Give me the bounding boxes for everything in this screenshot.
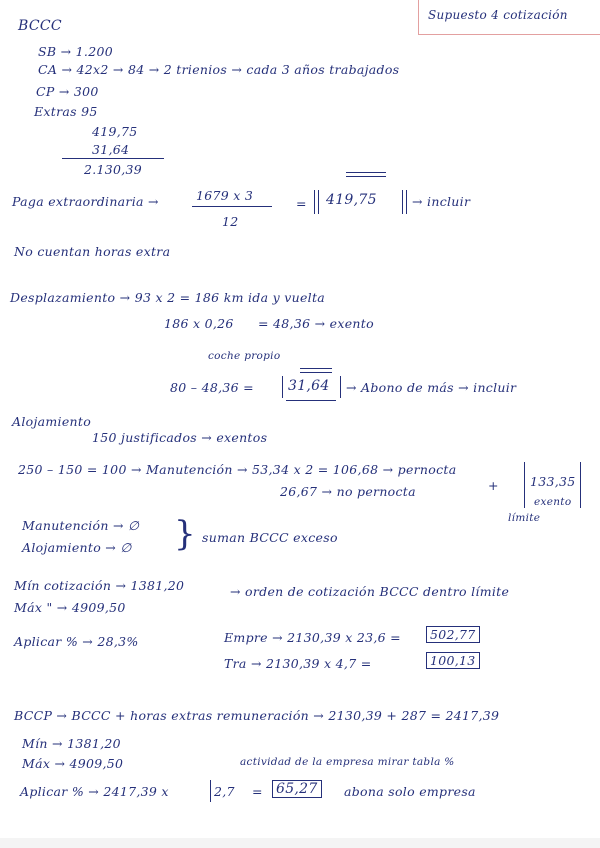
base-v1: 419,75: [92, 124, 138, 139]
exceso-note: suman BCCC exceso: [202, 530, 338, 545]
page-tag: Supuesto 4 cotización: [428, 8, 568, 22]
bccp-sub-note: actividad de la empresa mirar tabla %: [240, 756, 455, 768]
page-bottom-edge: [0, 838, 600, 848]
limite-note: → orden de cotización BCCC dentro límite: [230, 584, 510, 599]
bccp-aplicar: Aplicar % → 2417,39 x: [20, 784, 169, 799]
underline-3: [286, 400, 336, 401]
bccp-max: Máx → 4909,50: [22, 756, 124, 771]
desplazamiento-line3b: 31,64: [288, 378, 330, 394]
emphasis-line-3: [300, 368, 332, 369]
base-ca: CA → 42x2 → 84 → 2 trienios → cada 3 años trabajados: [38, 62, 400, 77]
paga-numerator: 1679 x 3: [196, 188, 254, 203]
alojamiento-plus: +: [488, 478, 499, 493]
base-sb: SB → 1.200: [38, 44, 113, 59]
page-title: BCCC: [18, 18, 62, 34]
margin-rule-horizontal: [418, 34, 600, 35]
paga-result: 419,75: [326, 192, 377, 208]
paga-label: Paga extraordinaria →: [12, 194, 159, 209]
aplicar-empresa-result: 502,77: [426, 626, 480, 643]
desplazamiento-line2b: = 48,36 → exento: [258, 316, 374, 331]
base-total: 2.130,39: [84, 162, 143, 177]
exceso-item2: Alojamiento → ∅: [22, 540, 132, 555]
alojamiento-limit-label: límite: [508, 512, 541, 524]
desplazamiento-line1: Desplazamiento → 93 x 2 = 186 km ida y vuelta: [10, 290, 326, 305]
alojamiento-line2: 250 – 150 = 100 → Manutención → 53,34 x 2 = 106,68 → pernocta: [18, 462, 457, 477]
base-v2: 31,64: [92, 142, 130, 157]
limite-min: Mín cotización → 1381,20: [14, 578, 185, 593]
bracket-right-3: [340, 376, 341, 398]
bracket-right: [402, 190, 403, 214]
fraction-line: [192, 206, 272, 207]
emphasis-line: [346, 172, 386, 173]
bccp-pct: 2,7: [214, 784, 235, 799]
margin-rule: [418, 0, 419, 34]
emphasis-line-2: [346, 176, 386, 177]
paga-denominator: 12: [222, 214, 239, 229]
base-extras: Extras 95: [34, 104, 98, 119]
desplazamiento-line2a: 186 x 0,26: [164, 316, 234, 331]
exceso-item1: Manutención → ∅: [22, 518, 140, 533]
bracket-left-2: [318, 190, 319, 214]
bccp-result-note: abona solo empresa: [344, 784, 476, 799]
alojamiento-title: Alojamiento: [12, 414, 92, 429]
desplazamiento-line3c: → Abono de más → incluir: [346, 380, 517, 395]
bracket-left: [314, 190, 315, 214]
aplicar-label: Aplicar % → 28,3%: [14, 634, 139, 649]
bracket-right-2: [406, 190, 407, 214]
limite-max: Máx " → 4909,50: [14, 600, 126, 615]
paga-note: → incluir: [412, 194, 471, 209]
sum-line: [62, 158, 164, 159]
base-cp: CP → 300: [36, 84, 99, 99]
bracket-left-4: [524, 462, 525, 508]
bccp-result: 65,27: [272, 780, 322, 798]
alojamiento-limit-value: 133,35: [530, 474, 576, 489]
bracket-left-3: [282, 376, 283, 398]
paga-equals: =: [296, 196, 307, 211]
aplicar-trab-result: 100,13: [426, 652, 480, 669]
alojamiento-line3: 26,67 → no pernocta: [280, 484, 416, 499]
bracket-right-4: [580, 462, 581, 508]
alojamiento-line1: 150 justificados → exentos: [92, 430, 268, 445]
bccp-min: Mín → 1381,20: [22, 736, 121, 751]
bccp-line: BCCP → BCCC + horas extras remuneración → 2130,39 + 287 = 2417,39: [14, 708, 500, 723]
curly-brace: }: [174, 514, 196, 554]
emphasis-line-4: [300, 372, 332, 373]
desplazamiento-sub: coche propio: [208, 350, 281, 362]
bccp-equals: =: [252, 784, 263, 799]
alojamiento-limit-note: exento: [534, 496, 572, 508]
aplicar-empresa: Empre → 2130,39 x 23,6 =: [224, 630, 401, 645]
bracket-left-5: [210, 780, 211, 802]
aplicar-trab: Tra → 2130,39 x 4,7 =: [224, 656, 372, 671]
desplazamiento-line3a: 80 – 48,36 =: [170, 380, 254, 395]
horas-extra-note: No cuentan horas extra: [14, 244, 171, 259]
